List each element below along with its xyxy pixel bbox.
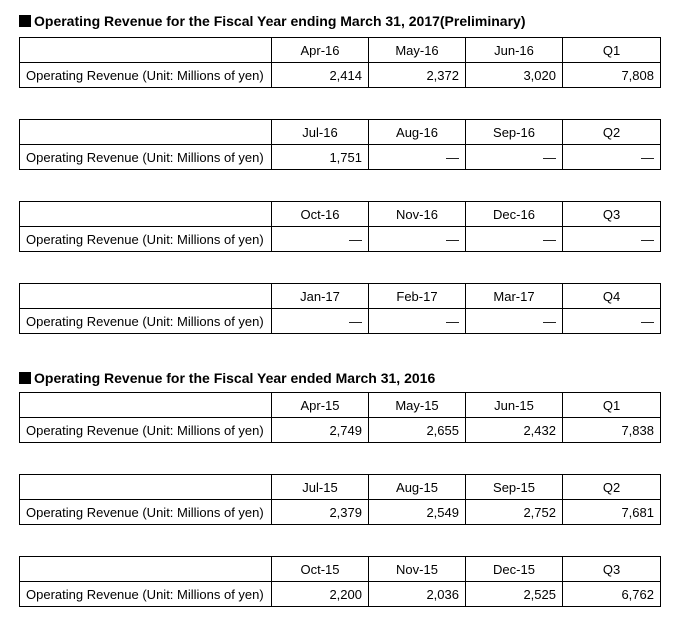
value-cell: 2,372 bbox=[369, 63, 466, 88]
value-cell: — bbox=[563, 309, 661, 334]
month-header: Aug-15 bbox=[369, 475, 466, 500]
value-cell: — bbox=[272, 227, 369, 252]
header-blank-cell bbox=[20, 284, 272, 309]
revenue-table-q4-fy2017 bbox=[19, 283, 661, 334]
value-cell: 2,432 bbox=[466, 418, 563, 443]
table-header-row bbox=[20, 557, 661, 582]
month-header: Oct-15 bbox=[272, 557, 369, 582]
value-cell: 2,525 bbox=[466, 582, 563, 607]
table-header-row bbox=[20, 120, 661, 145]
revenue-table-q2-fy2017 bbox=[19, 119, 661, 170]
square-bullet-icon bbox=[19, 372, 31, 384]
table-row bbox=[20, 227, 661, 252]
square-bullet-icon bbox=[19, 15, 31, 27]
section-title-fy2016: Operating Revenue for the Fiscal Year ended March 31, 2016 bbox=[19, 369, 435, 387]
value-cell: 2,036 bbox=[369, 582, 466, 607]
month-header: May-15 bbox=[369, 393, 466, 418]
value-cell: — bbox=[466, 227, 563, 252]
table-row bbox=[20, 582, 661, 607]
value-cell: 2,749 bbox=[272, 418, 369, 443]
table-header-row bbox=[20, 393, 661, 418]
table-row bbox=[20, 63, 661, 88]
table-header-row bbox=[20, 202, 661, 227]
quarter-header: Q3 bbox=[563, 202, 661, 227]
value-cell: — bbox=[563, 145, 661, 170]
revenue-table-q3-fy2017 bbox=[19, 201, 661, 252]
month-header: Oct-16 bbox=[272, 202, 369, 227]
month-header: Apr-16 bbox=[272, 38, 369, 63]
value-cell: — bbox=[369, 227, 466, 252]
value-cell: 6,762 bbox=[563, 582, 661, 607]
table-header-row bbox=[20, 38, 661, 63]
month-header: Aug-16 bbox=[369, 120, 466, 145]
revenue-table-q1-fy2017 bbox=[19, 37, 661, 88]
table-row bbox=[20, 418, 661, 443]
header-blank-cell bbox=[20, 475, 272, 500]
header-blank-cell bbox=[20, 202, 272, 227]
month-header: Dec-15 bbox=[466, 557, 563, 582]
value-cell: 7,838 bbox=[563, 418, 661, 443]
row-label: Operating Revenue (Unit: Millions of yen) bbox=[20, 309, 272, 334]
value-cell: — bbox=[563, 227, 661, 252]
value-cell: 3,020 bbox=[466, 63, 563, 88]
revenue-table-q1-fy2016 bbox=[19, 392, 661, 443]
month-header: Sep-16 bbox=[466, 120, 563, 145]
month-header: Dec-16 bbox=[466, 202, 563, 227]
row-label: Operating Revenue (Unit: Millions of yen) bbox=[20, 500, 272, 525]
month-header: Jul-16 bbox=[272, 120, 369, 145]
row-label: Operating Revenue (Unit: Millions of yen) bbox=[20, 582, 272, 607]
month-header: Jun-15 bbox=[466, 393, 563, 418]
value-cell: 2,379 bbox=[272, 500, 369, 525]
value-cell: 7,681 bbox=[563, 500, 661, 525]
value-cell: 2,752 bbox=[466, 500, 563, 525]
row-label: Operating Revenue (Unit: Millions of yen) bbox=[20, 145, 272, 170]
revenue-table-q2-fy2016 bbox=[19, 474, 661, 525]
value-cell: 2,414 bbox=[272, 63, 369, 88]
month-header: Nov-16 bbox=[369, 202, 466, 227]
table-header-row bbox=[20, 475, 661, 500]
table-header-row bbox=[20, 284, 661, 309]
value-cell: — bbox=[466, 145, 563, 170]
month-header: Apr-15 bbox=[272, 393, 369, 418]
row-label: Operating Revenue (Unit: Millions of yen) bbox=[20, 418, 272, 443]
value-cell: 2,655 bbox=[369, 418, 466, 443]
month-header: Sep-15 bbox=[466, 475, 563, 500]
value-cell: — bbox=[369, 145, 466, 170]
row-label: Operating Revenue (Unit: Millions of yen) bbox=[20, 63, 272, 88]
value-cell: 2,200 bbox=[272, 582, 369, 607]
value-cell: 2,549 bbox=[369, 500, 466, 525]
quarter-header: Q2 bbox=[563, 120, 661, 145]
header-blank-cell bbox=[20, 120, 272, 145]
quarter-header: Q3 bbox=[563, 557, 661, 582]
header-blank-cell bbox=[20, 38, 272, 63]
quarter-header: Q1 bbox=[563, 393, 661, 418]
value-cell: 1,751 bbox=[272, 145, 369, 170]
month-header: Feb-17 bbox=[369, 284, 466, 309]
value-cell: — bbox=[272, 309, 369, 334]
table-row bbox=[20, 500, 661, 525]
table-row bbox=[20, 309, 661, 334]
quarter-header: Q1 bbox=[563, 38, 661, 63]
month-header: Nov-15 bbox=[369, 557, 466, 582]
value-cell: — bbox=[466, 309, 563, 334]
month-header: May-16 bbox=[369, 38, 466, 63]
header-blank-cell bbox=[20, 393, 272, 418]
month-header: Jul-15 bbox=[272, 475, 369, 500]
month-header: Mar-17 bbox=[466, 284, 563, 309]
row-label: Operating Revenue (Unit: Millions of yen) bbox=[20, 227, 272, 252]
header-blank-cell bbox=[20, 557, 272, 582]
value-cell: 7,808 bbox=[563, 63, 661, 88]
revenue-table-q3-fy2016 bbox=[19, 556, 661, 607]
month-header: Jan-17 bbox=[272, 284, 369, 309]
quarter-header: Q4 bbox=[563, 284, 661, 309]
quarter-header: Q2 bbox=[563, 475, 661, 500]
section-title-fy2017: Operating Revenue for the Fiscal Year ending March 31, 2017(Preliminary) bbox=[19, 12, 525, 30]
value-cell: — bbox=[369, 309, 466, 334]
month-header: Jun-16 bbox=[466, 38, 563, 63]
table-row bbox=[20, 145, 661, 170]
